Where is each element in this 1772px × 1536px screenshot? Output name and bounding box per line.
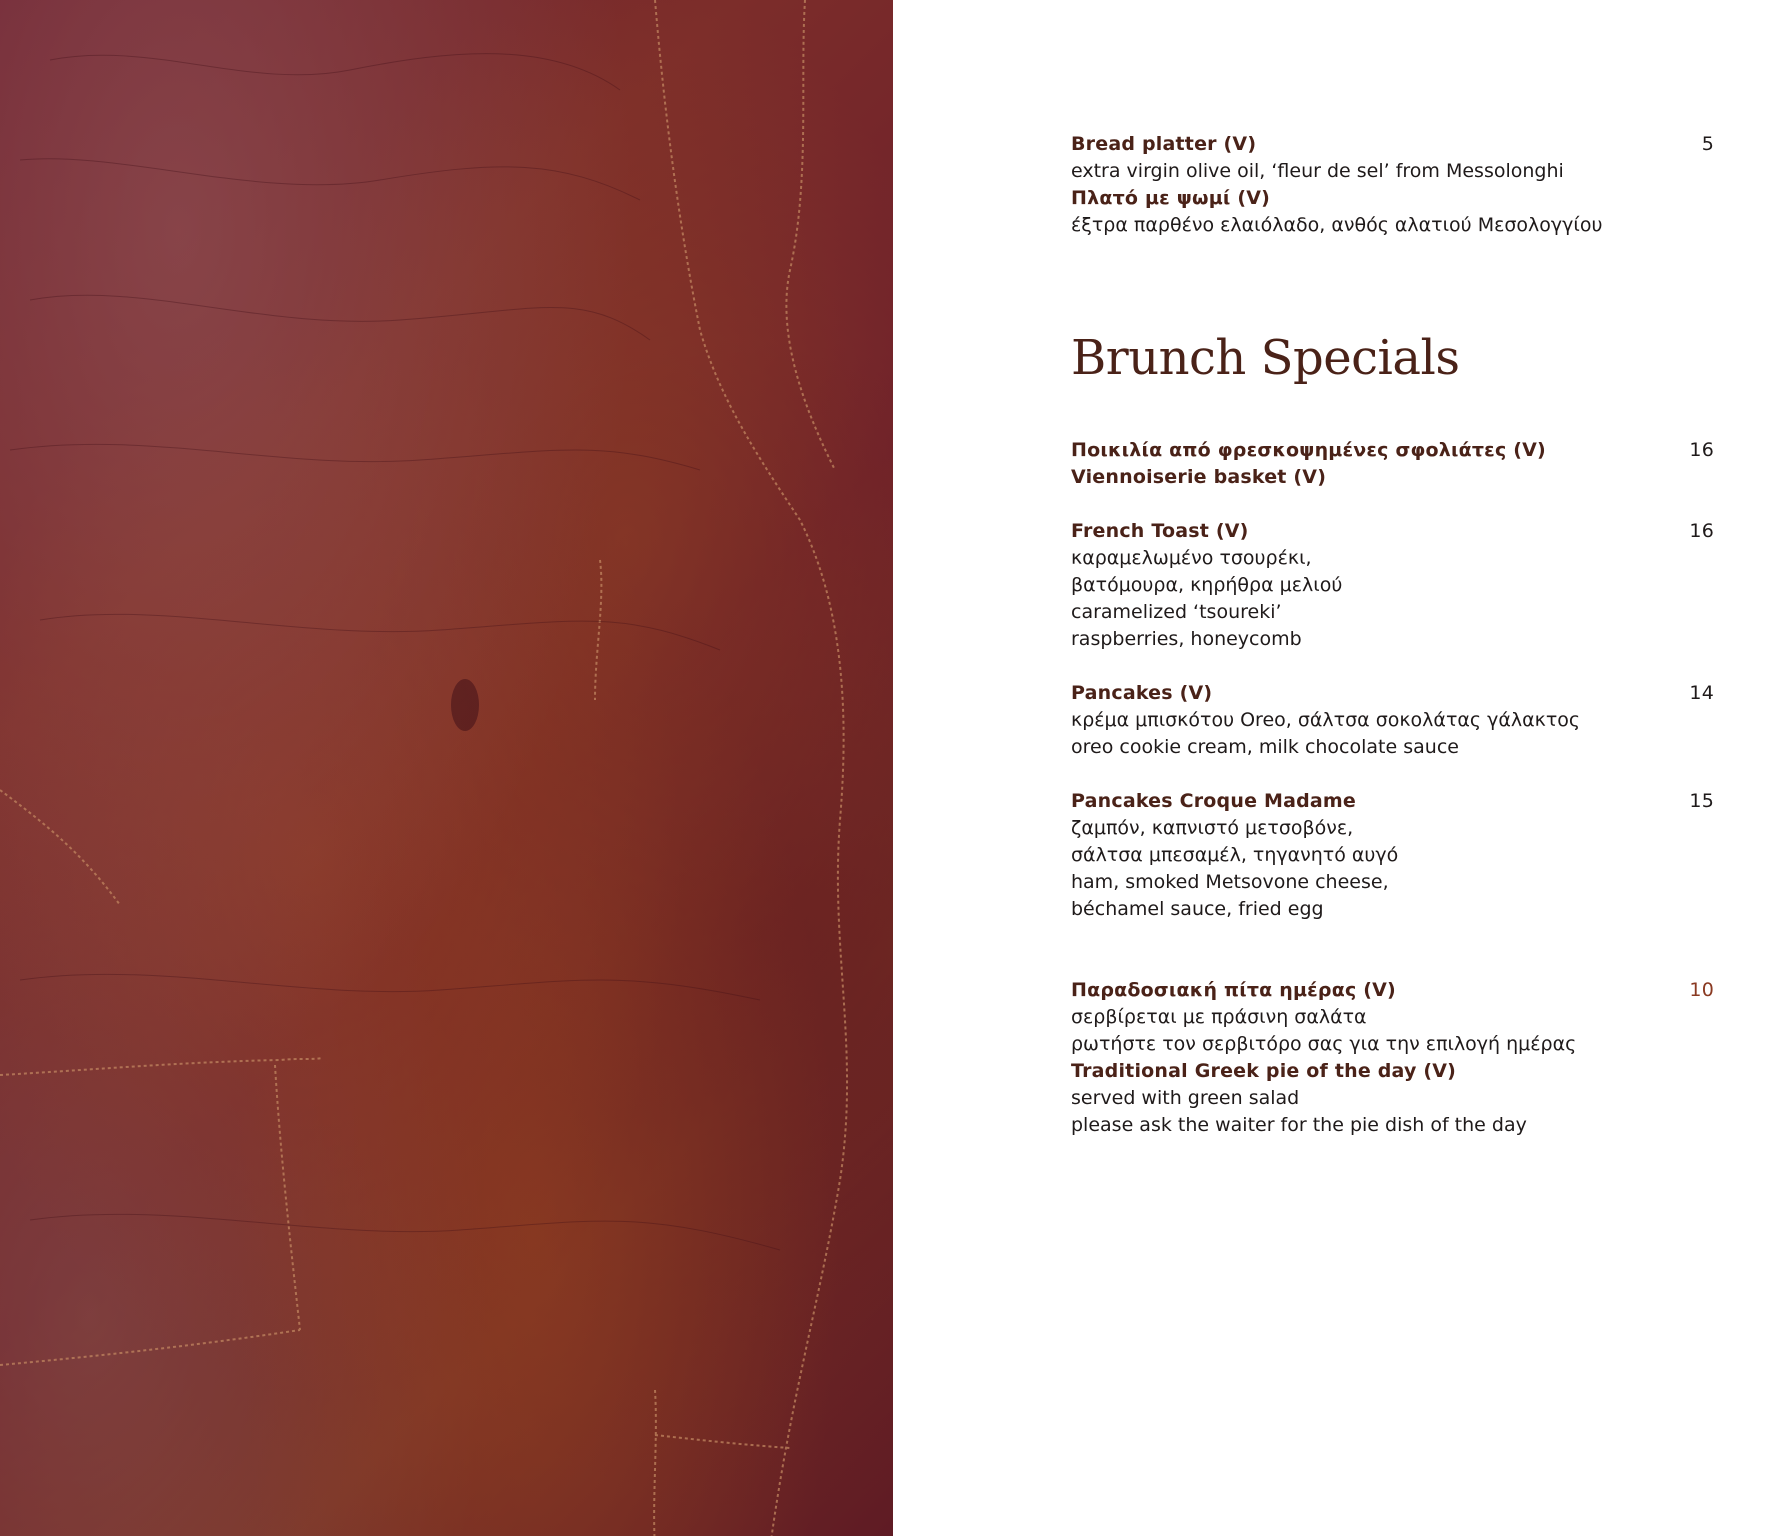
item-name: Traditional Greek pie of the day (V): [1071, 1060, 1457, 1082]
item-description: extra virgin olive oil, ‘fleur de sel’ from Messolonghi: [1071, 160, 1564, 182]
item-description: ham, smoked Metsovone cheese,: [1071, 871, 1389, 893]
item-price: 16: [1689, 439, 1714, 461]
item-name: Viennoiserie basket (V): [1071, 466, 1327, 488]
item-description: caramelized ‘tsoureki’: [1071, 601, 1282, 623]
item-description-greek: έξτρα παρθένο ελαιόλαδο, ανθός αλατιού Μεσολογγίου: [1071, 214, 1603, 236]
item-price: 14: [1689, 682, 1714, 704]
item-description-greek: ζαμπόν, καπνιστό μετσοβόνε,: [1071, 817, 1354, 839]
item-price: 5: [1701, 133, 1714, 155]
item-description: béchamel sauce, fried egg: [1071, 898, 1324, 920]
menu-item-pancakes: [1071, 679, 1714, 707]
item-price: 16: [1689, 520, 1714, 542]
menu-column: [1071, 0, 1714, 1536]
item-description-greek: σερβίρεται με πράσινη σαλάτα: [1071, 1006, 1367, 1028]
item-name-greek: Πλατό με ψωμί (V): [1071, 187, 1271, 209]
item-description: please ask the waiter for the pie dish of the day: [1071, 1114, 1527, 1136]
item-name: Pancakes Croque Madame: [1071, 790, 1357, 812]
item-description-greek: σάλτσα μπεσαμέλ, τηγανητό αυγό: [1071, 844, 1399, 866]
item-name-greek: Ποικιλία από φρεσκοψημένες σφολιάτες (V): [1071, 439, 1546, 461]
item-name: French Toast (V): [1071, 520, 1249, 542]
item-name: Bread platter (V): [1071, 133, 1257, 155]
item-description-greek: καραμελωμένο τσουρέκι,: [1071, 547, 1312, 569]
section-title: Brunch Specials: [1071, 330, 1460, 386]
menu-item-french-toast: [1071, 517, 1714, 545]
menu-item-greek-pie: [1071, 976, 1714, 1004]
item-name-greek: Παραδοσιακή πίτα ημέρας (V): [1071, 979, 1396, 1001]
menu-item-viennoiserie: [1071, 436, 1714, 464]
item-description: raspberries, honeycomb: [1071, 628, 1302, 650]
item-description-greek: βατόμουρα, κηρήθρα μελιού: [1071, 574, 1343, 596]
menu-item-croque-madame: [1071, 787, 1714, 815]
item-price: 15: [1689, 790, 1714, 812]
item-description-greek: κρέμα μπισκότου Oreo, σάλτσα σοκολάτας γάλακτος: [1071, 709, 1581, 731]
menu-item-bread-platter: [1071, 130, 1714, 158]
item-description: oreo cookie cream, milk chocolate sauce: [1071, 736, 1459, 758]
item-description: served with green salad: [1071, 1087, 1300, 1109]
item-name: Pancakes (V): [1071, 682, 1213, 704]
item-price: 10: [1689, 979, 1714, 1001]
item-description-greek: ρωτήστε τον σερβιτόρο σας για την επιλογή ημέρας: [1071, 1033, 1577, 1055]
